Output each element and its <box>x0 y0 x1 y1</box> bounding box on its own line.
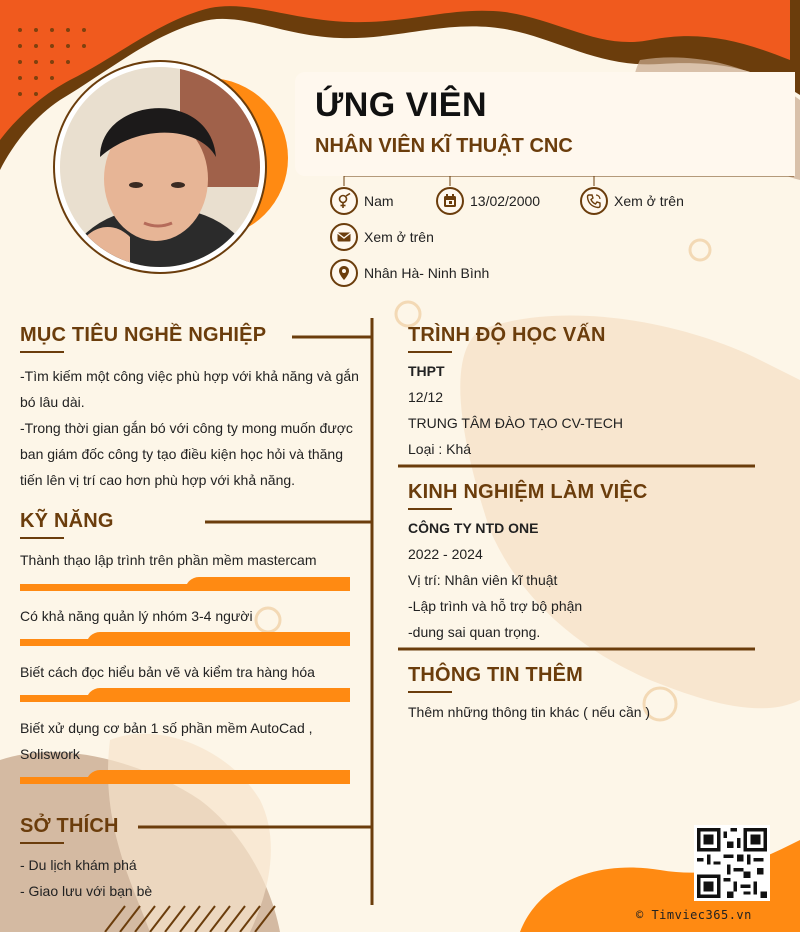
education-title: TRÌNH ĐỘ HỌC VẤN <box>408 324 606 346</box>
experience-title: KINH NGHIỆM LÀM VIỆC <box>408 481 648 503</box>
location-icon <box>330 259 358 287</box>
hobby-item: - Du lịch khám phá <box>20 857 137 873</box>
education-school: TRUNG TÂM ĐÀO TẠO CV-TECH <box>408 415 623 431</box>
education-rank: Loại : Khá <box>408 441 472 457</box>
objective-section <box>20 324 266 353</box>
objective-line: -Tìm kiếm một công việc phù hợp với khả năng và gắn <box>20 368 359 384</box>
experience-role: Vị trí: Nhân viên kĩ thuật <box>408 572 558 588</box>
avatar <box>60 67 260 267</box>
skill-item-line: Soliswork <box>20 746 80 762</box>
name-panel <box>295 72 795 176</box>
objective-line: tiến lên vị trí cao hơn phù hợp với khả năng. <box>20 472 296 488</box>
email-value: Xem ở trên <box>364 229 434 245</box>
experience-period: 2022 - 2024 <box>408 546 483 562</box>
qr-code <box>694 825 770 901</box>
skill-item: Thành thạo lập trình trên phần mềm mastercam <box>20 552 317 568</box>
skills-section <box>20 510 114 539</box>
education-section <box>408 324 606 353</box>
hobby-item: - Giao lưu với bạn bè <box>20 883 153 899</box>
extra-underline <box>408 691 452 693</box>
extra-title: THÔNG TIN THÊM <box>408 664 584 686</box>
phone-info <box>580 187 684 215</box>
objective-text <box>20 363 365 493</box>
objective-underline <box>20 351 64 353</box>
gender-icon <box>330 187 358 215</box>
address-value: Nhân Hà- Ninh Bình <box>364 265 490 281</box>
job-position: NHÂN VIÊN KĨ THUẬT CNC <box>315 135 573 157</box>
skill-bar <box>20 632 350 646</box>
email-info <box>330 223 434 251</box>
education-details <box>408 358 623 462</box>
hobbies-title: SỞ THÍCH <box>20 815 119 837</box>
experience-section <box>408 481 648 510</box>
calendar-icon <box>436 187 464 215</box>
skills-underline <box>20 537 64 539</box>
objective-line: bó lâu dài. <box>20 394 85 410</box>
phone-value: Xem ở trên <box>614 193 684 209</box>
objective-line: ban giám đốc công ty tạo điều kiện học hỏi và thăng <box>20 446 343 462</box>
experience-duty: -dung sai quan trọng. <box>408 624 541 640</box>
education-grade: 12/12 <box>408 389 444 405</box>
experience-company: CÔNG TY NTD ONE <box>408 520 539 536</box>
profile-photo <box>55 62 265 272</box>
hobbies-section <box>20 815 119 844</box>
birthdate-value: 13/02/2000 <box>470 193 541 209</box>
objective-line: -Trong thời gian gắn bó với công ty mong muốn được <box>20 420 353 436</box>
experience-underline <box>408 508 452 510</box>
mail-icon <box>330 223 358 251</box>
skill-item <box>20 715 360 767</box>
skill-item: Có khả năng quản lý nhóm 3-4 người <box>20 608 253 624</box>
gender-info <box>330 187 394 215</box>
objective-title: MỤC TIÊU NGHỀ NGHIỆP <box>20 324 267 346</box>
experience-duty: -Lập trình và hỗ trợ bộ phận <box>408 598 583 614</box>
extra-section <box>408 664 583 693</box>
extra-text: Thêm những thông tin khác ( nếu cần ) <box>408 704 651 720</box>
candidate-name: ỨNG VIÊN <box>315 86 488 124</box>
address-info <box>330 259 489 287</box>
hobbies-list <box>20 852 152 904</box>
education-level: THPT <box>408 363 445 379</box>
skills-title: KỸ NĂNG <box>20 510 114 532</box>
skill-bar <box>20 770 350 784</box>
skill-item: Biết cách đọc hiểu bản vẽ và kiểm tra hàng hóa <box>20 664 315 680</box>
birthdate-info <box>436 187 540 215</box>
skill-bar <box>20 688 350 702</box>
skill-item-line: Biết xử dụng cơ bản 1 số phần mềm AutoCad , <box>20 720 313 736</box>
skill-bar <box>20 577 350 591</box>
copyright: © Timviec365.vn <box>636 908 752 922</box>
education-underline <box>408 351 452 353</box>
gender-value: Nam <box>364 193 394 209</box>
hobbies-underline <box>20 842 64 844</box>
experience-details <box>408 515 582 645</box>
phone-icon <box>580 187 608 215</box>
